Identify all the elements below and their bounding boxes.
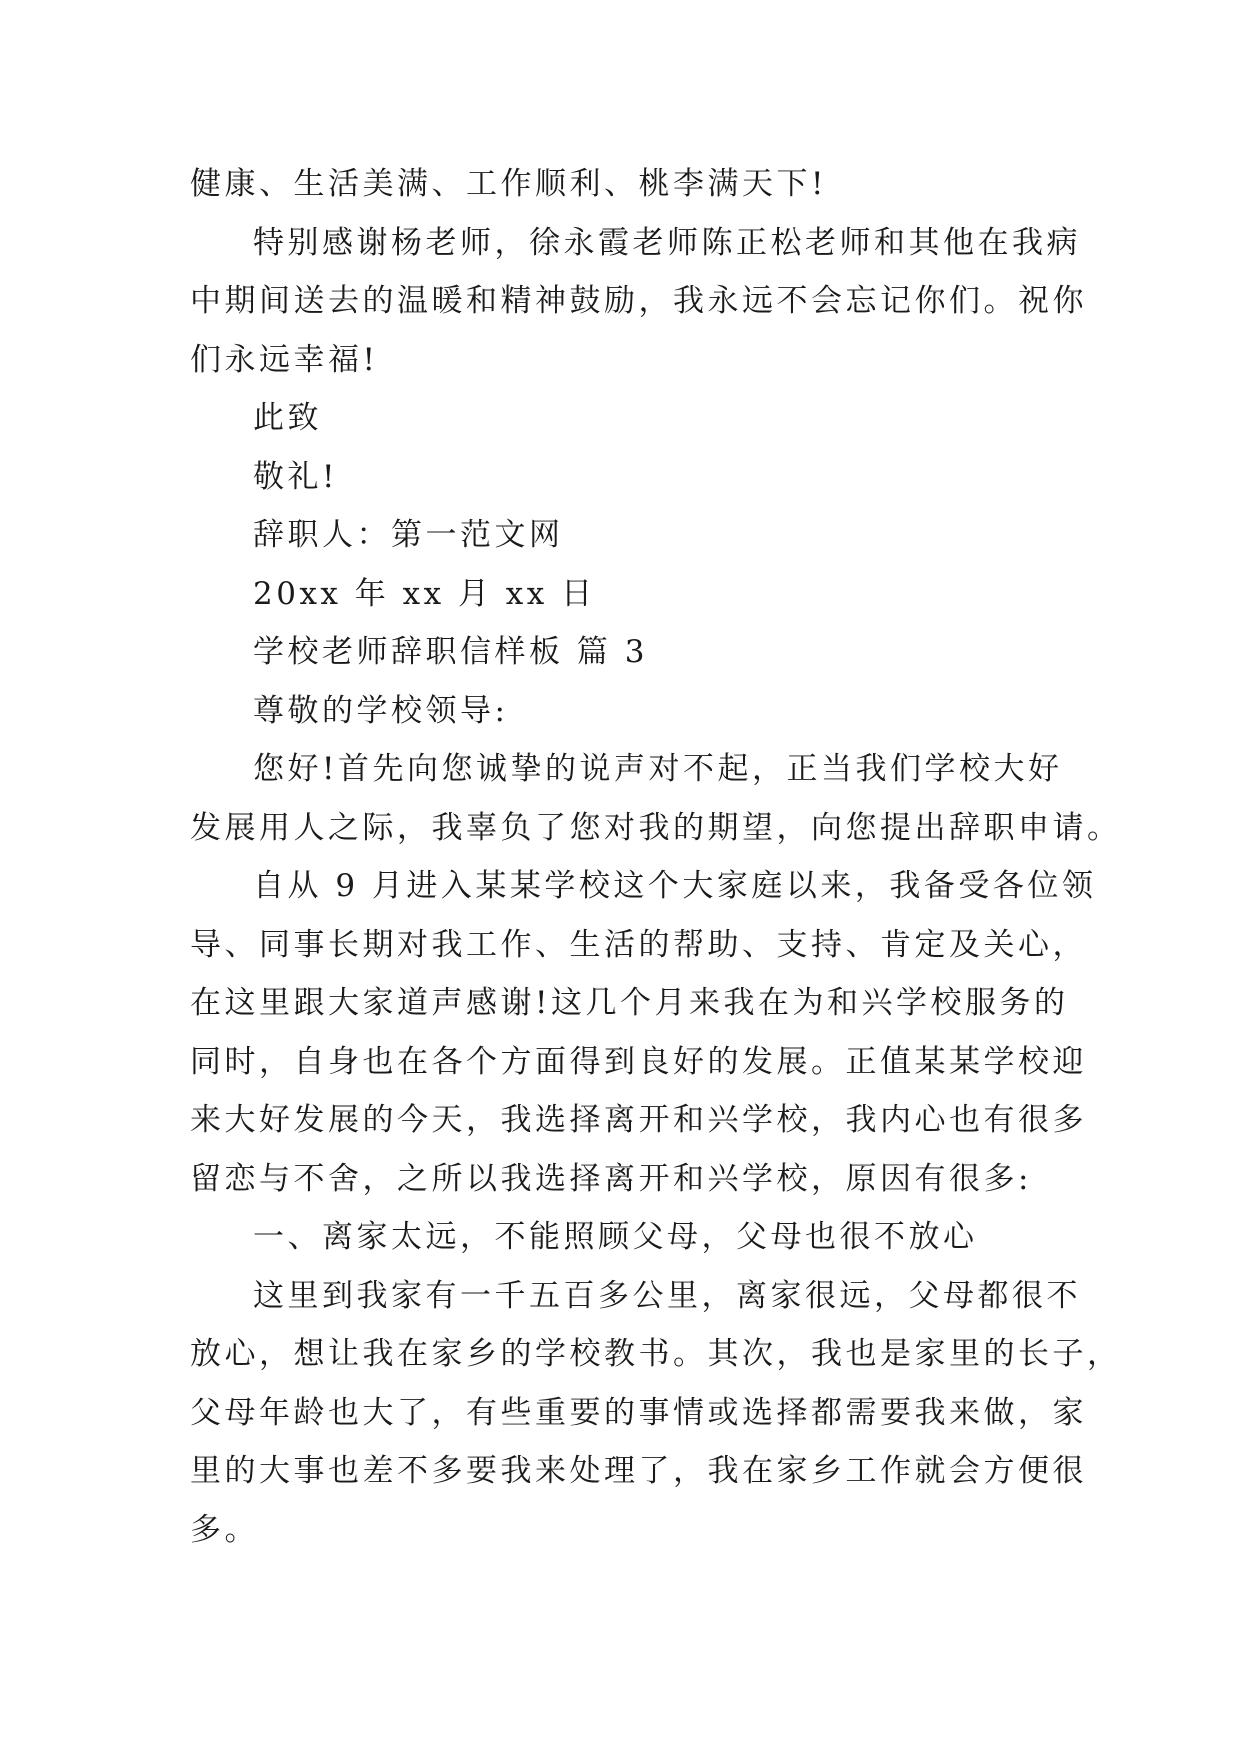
section-title: 学校老师辞职信样板 篇 3 [253,634,648,670]
text-line: 里的大事也差不多要我来处理了，我在家乡工作就会方便很 [190,1453,1087,1489]
list-heading: 一、离家太远，不能照顾父母，父母也很不放心 [253,1219,978,1255]
paragraph-first-line: 这里到我家有一千五百多公里，离家很远，父母都很不 [253,1277,1081,1314]
paragraph-first-line: 特别感谢杨老师，徐永霞老师陈正松老师和其他在我病 [253,224,1081,261]
paragraph-first-line: 自从 9 月进入某某学校这个大家庭以来，我备受各位领 [253,868,1097,904]
text-line: 发展用人之际，我辜负了您对我的期望，向您提出辞职申请。 [190,809,1122,846]
text-line: 导、同事长期对我工作、生活的帮助、支持、肯定及关心， [190,926,1087,963]
signature: 辞职人：第一范文网 [253,517,564,553]
text-line: 来大好发展的今天，我选择离开和兴学校，我内心也有很多 [190,1102,1087,1138]
text-line: 父母年龄也大了，有些重要的事情或选择都需要我来做，家 [190,1394,1087,1431]
closing-salutation: 此致 [253,400,322,436]
greeting: 尊敬的学校领导: [253,692,509,729]
text-line: 留恋与不舍，之所以我选择离开和兴学校，原因有很多: [190,1160,1032,1197]
date: 20xx 年 xx 月 xx 日 [253,575,596,612]
paragraph-first-line: 您好!首先向您诚挚的说声对不起，正当我们学校大好 [253,751,1063,787]
document-page [190,155,1122,1559]
text-line: 多。 [190,1511,259,1548]
text-line: 在这里跟大家道声感谢!这几个月来我在为和兴学校服务的 [190,985,1069,1021]
text-line: 中期间送去的温暖和精神鼓励，我永远不会忘记你们。祝你 [190,283,1087,319]
closing-regards: 敬礼! [253,458,338,495]
text-line: 们永远幸福! [190,341,379,378]
text-line: 同时，自身也在各个方面得到良好的发展。正值某某学校迎 [190,1043,1087,1080]
text-line: 健康、生活美满、工作顺利、桃李满天下! [190,166,827,202]
text-line: 放心，想让我在家乡的学校教书。其次，我也是家里的长子， [190,1336,1122,1372]
